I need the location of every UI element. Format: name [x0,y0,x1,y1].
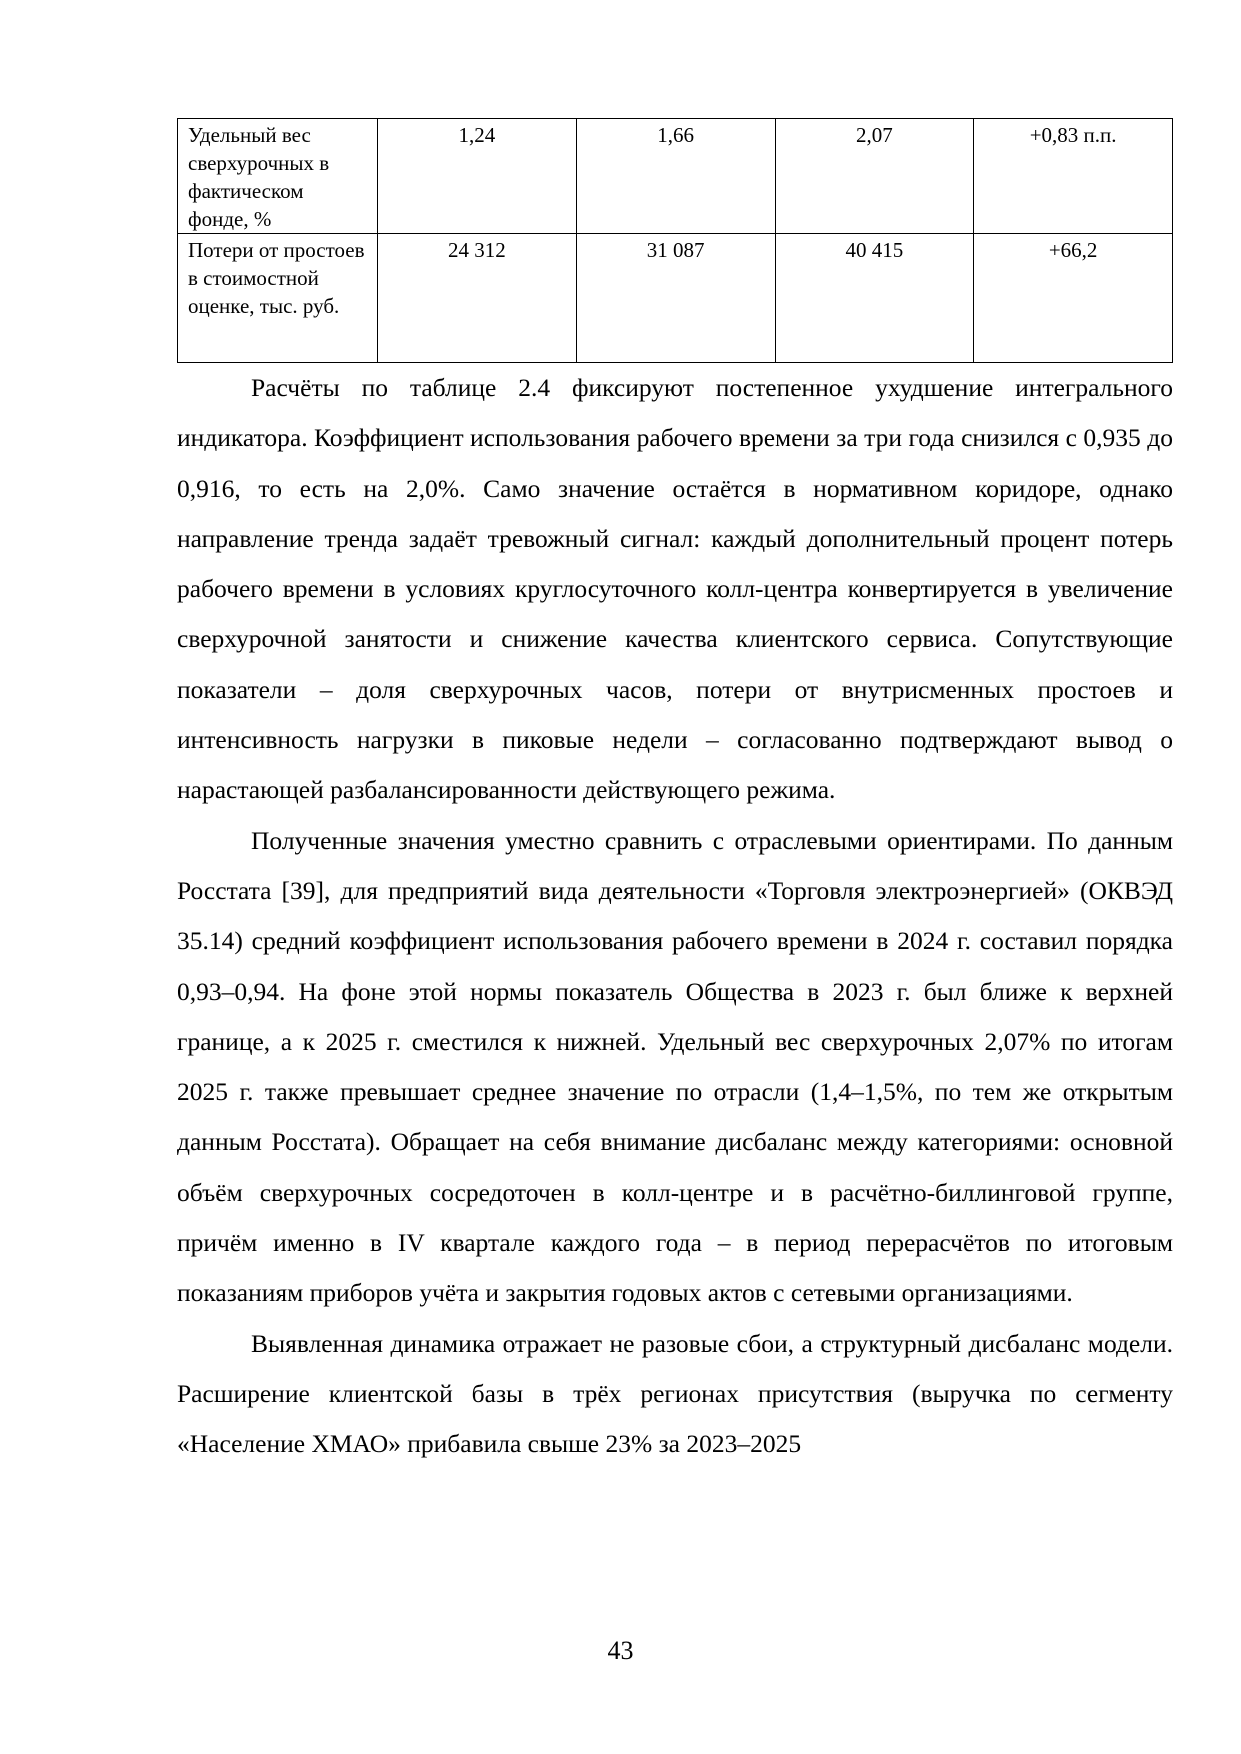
page-number: 43 [607,1636,634,1665]
table-row-label: Удельный вес сверхурочных в фактическом фонде, % [178,119,378,234]
table-row [178,119,1173,234]
paragraph: Полученные значения уместно сравнить с отраслевыми ориентирами. По данным Росстата [39], для предприятий вида деятельности «Торговля электроэнергией» (ОКВЭД 35.14) средний коэффициент использования рабочего времени в 2024 г. составил порядка 0,93–0,94. На фоне этой нормы показатель Общества в 2023 г. был ближе к верхней границе, а к 2025 г. сместился к нижней. Удельный вес сверхурочных 2,07% по итогам 2025 г. также превышает среднее значение по отрасли (1,4–1,5%, по тем же открытым данным Росстата). Обращает на себя внимание дисбаланс между категориями: основной объём сверхурочных сосредоточен в колл-центре и в расчётно-биллинговой группе, причём именно в IV квартале каждого года – в период перерасчётов по итоговым показаниям приборов учёта и закрытия годовых актов с сетевыми организациями. [177,825,1173,1308]
table-cell: +66,2 [974,234,1173,363]
body-text [177,363,1173,1470]
paragraph: Выявленная динамика отражает не разовые сбои, а структурный дисбаланс модели. Расширение клиентской базы в трёх регионах присутствия (выручка по сегменту «Население ХМАО» прибавила свыше 23% за 2023–2025 [177,1328,1173,1459]
table-cell: 1,24 [378,119,577,234]
indicators-table [177,118,1173,363]
table-cell: 24 312 [378,234,577,363]
table-cell: +0,83 п.п. [974,119,1173,234]
table-cell: 40 415 [775,234,974,363]
table-row [178,234,1173,363]
paragraph: Расчёты по таблице 2.4 фиксируют постепенное ухудшение интегрального индикатора. Коэффициент использования рабочего времени за три года снизился с 0,935 до 0,916, то есть на 2,0%. Само значение остаётся в нормативном коридоре, однако направление тренда задаёт тревожный сигнал: каждый дополнительный процент потерь рабочего времени в условиях круглосуточного колл-центра конвертируется в увеличение сверхурочной занятости и снижение качества клиентского сервиса. Сопутствующие показатели – доля сверхурочных часов, потери от внутрисменных простоев и интенсивность нагрузки в пиковые недели – согласованно подтверждают вывод о нарастающей разбалансированности действующего режима. [177,373,1173,805]
document-page [177,118,1173,1470]
table-cell: 2,07 [775,119,974,234]
table-cell: 31 087 [576,234,775,363]
table-row-label: Потери от простоев в стоимостной оценке, тыс. руб. [178,234,378,363]
table-cell: 1,66 [576,119,775,234]
